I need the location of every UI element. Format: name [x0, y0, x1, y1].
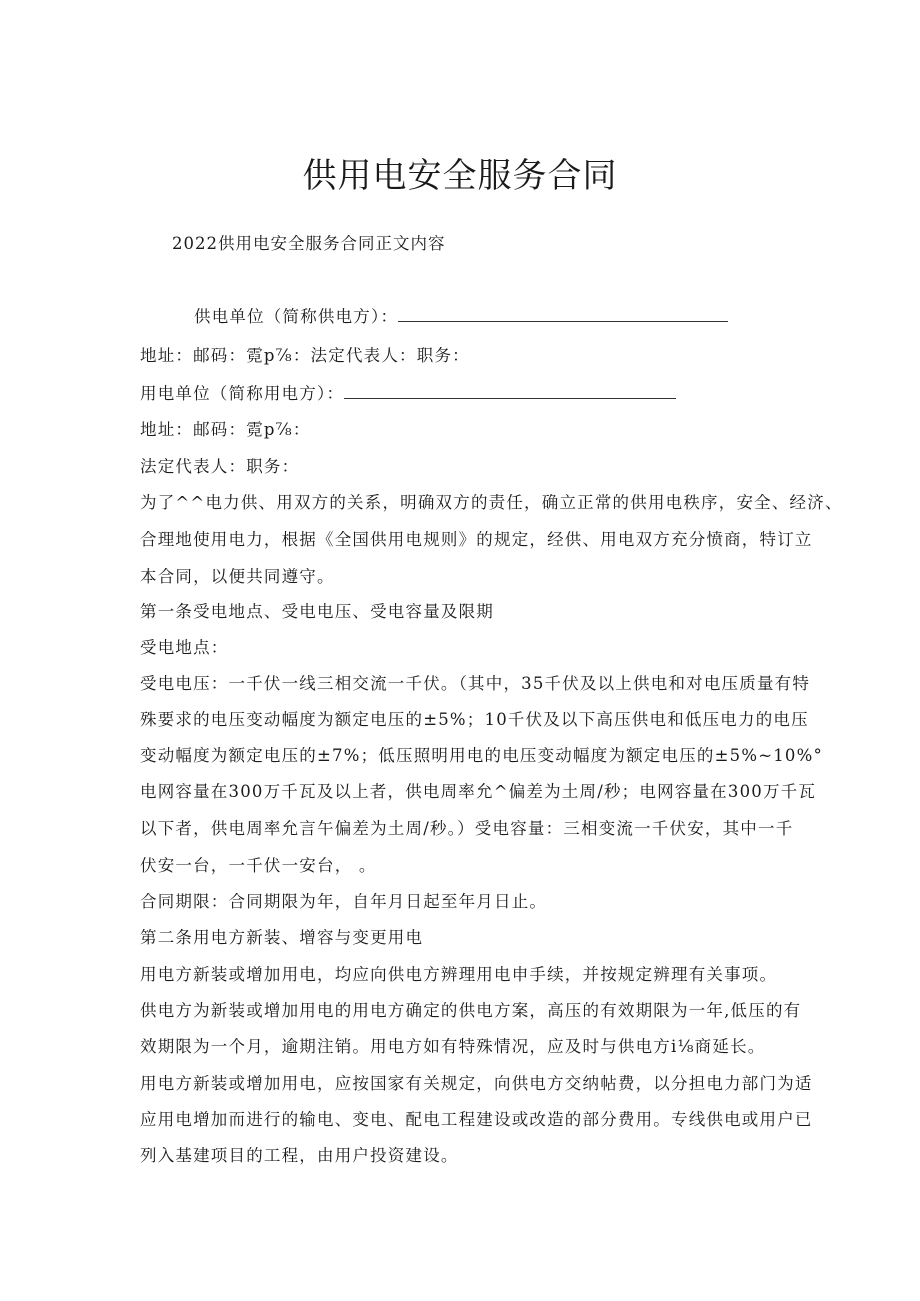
supplier-label: 供电单位（简称供电方）： — [194, 307, 399, 326]
doc-line: 受电地点： — [140, 638, 229, 657]
doc-line: 效期限为一个月，逾期注销。用电方如有特殊情况，应及时与供电方i⅛商延长。 — [140, 1037, 766, 1056]
doc-line: 为了^^电力供、用双方的关系，明确双方的责任，确立正常的供用电秩序，安全、经济、 — [140, 493, 843, 512]
doc-line: 合同期限：合同期限为年，自年月日起至年月日止。 — [140, 892, 548, 911]
section-heading: 第一条受电地点、受电电压、受电容量及限期 — [140, 602, 494, 621]
doc-line: 受电电压：一千伏一线三相交流一千伏。（其中，35千伏及以上供电和对电压质量有特 — [140, 674, 811, 693]
doc-line: 用电方新装或增加用电，应按国家有关规定，向供电方交纳帖费，以分担电力部门为适 — [140, 1074, 813, 1093]
supplier-blank — [398, 307, 728, 322]
doc-line: 殊要求的电压变动幅度为额定电压的±5%；10千伏及以下高压供电和低压电力的电压 — [140, 710, 809, 729]
doc-line: 列入基建项目的工程，由用户投资建设。 — [140, 1146, 459, 1165]
document-title: 供用电安全服务合同 — [302, 156, 618, 196]
document-subtitle: 2022供用电安全服务合同正文内容 — [172, 234, 446, 253]
consumer-line — [140, 380, 676, 404]
section-heading: 第二条用电方新装、增容与变更用电 — [140, 928, 424, 947]
doc-line: 合理地使用电力，根据《全国供用电规则》的规定，经供、用电双方充分愤商，特订立 — [140, 530, 813, 549]
doc-line: 供电方为新装或增加用电的用电方确定的供电方案，高压的有效期限为一年,低压的有 — [140, 1001, 802, 1020]
doc-line: 应用电增加而进行的输电、变电、配电工程建设或改造的部分费用。专线供电或用户已 — [140, 1110, 813, 1129]
doc-line: 变动幅度为额定电压的±7%；低压照明用电的电压变动幅度为额定电压的±5%~10%° — [140, 746, 823, 765]
doc-line: 伏安一台，一千伏一安台， 。 — [140, 856, 377, 875]
doc-line: 地址：邮码：霓p⅞：法定代表人：职务： — [140, 346, 470, 365]
doc-line: 用电方新装或增加用电，均应向供电方辨理用电申手续，并按规定辨理有关事项。 — [140, 965, 778, 984]
doc-line: 法定代表人：职务： — [140, 457, 300, 476]
supplier-line — [194, 303, 728, 327]
doc-line: 电网容量在300万千瓦及以上者，供电周率允^偏差为土周/秒；电网容量在300万千瓦 — [140, 782, 817, 801]
doc-line: 本合同，以便共同遵守。 — [140, 567, 335, 586]
consumer-label: 用电单位（简称用电方）： — [140, 384, 345, 403]
doc-line: 以下者，供电周率允言午偏差为土周/秒。）受电容量：三相变流一千伏安，其中一千 — [140, 819, 794, 838]
consumer-blank — [344, 384, 676, 399]
doc-line: 地址：邮码：霓p⅞： — [140, 420, 311, 439]
